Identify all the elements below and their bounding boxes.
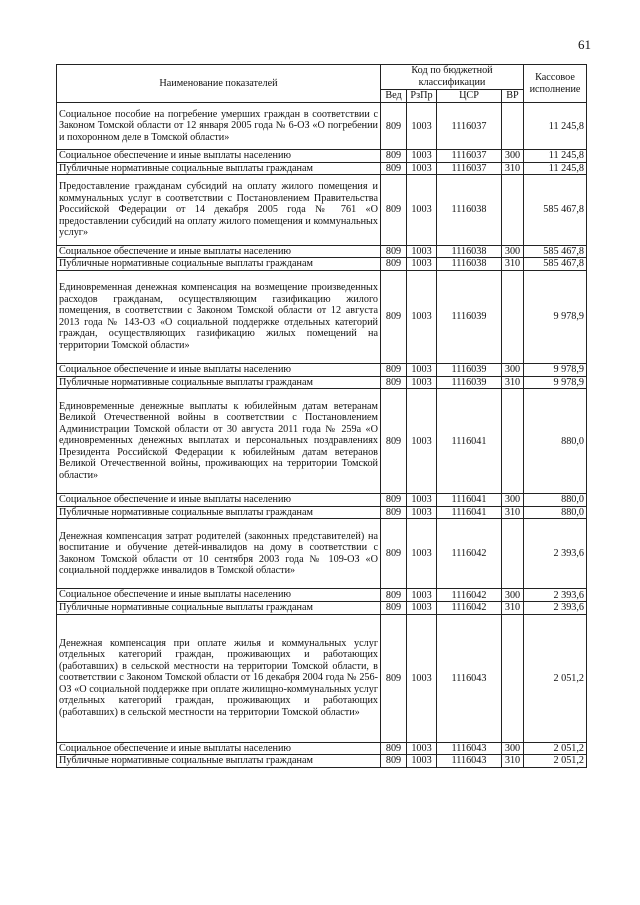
table-row [57, 364, 587, 377]
table-row [57, 602, 587, 615]
table-row [57, 519, 587, 589]
header-code-group: Код по бюджетной классификации [381, 65, 524, 90]
row-ved: 809 [381, 755, 407, 768]
table-row [57, 258, 587, 271]
header-vr: ВР [502, 90, 524, 103]
row-amount: 880,0 [524, 494, 587, 507]
row-amount: 9 978,9 [524, 270, 587, 363]
row-rzpr: 1003 [407, 162, 437, 175]
table-header [57, 65, 587, 103]
row-ved: 809 [381, 364, 407, 377]
row-csr: 1116042 [437, 589, 502, 602]
table-row [57, 506, 587, 519]
row-csr: 1116037 [437, 103, 502, 150]
row-name: Единовременные денежные выплаты к юбилейным датам ветеранам Великой Отечественной войны в соответствии с Постановлением Администрации Томской области от 30 августа 2011 года № 259а «О единовременных денежных выплатах и персональных поздравлениях Президента Российской Федерации к юбилейным датам ветеранов Великой Отечественной войны, проживающих на территории Томской области» [57, 389, 381, 494]
row-name: Денежная компенсация затрат родителей (законных представителей) на воспитание и обучение детей-инвалидов на дому в соответствии с Законом Томской области от 10 сентября 2003 года № 109-ОЗ «О социальной поддержке инвалидов в Томской области» [57, 519, 381, 589]
row-amount: 9 978,9 [524, 364, 587, 377]
row-rzpr: 1003 [407, 389, 437, 494]
row-ved: 809 [381, 162, 407, 175]
row-name: Публичные нормативные социальные выплаты гражданам [57, 376, 381, 389]
row-name: Социальное обеспечение и иные выплаты населению [57, 150, 381, 163]
row-csr: 1116039 [437, 364, 502, 377]
row-csr: 1116041 [437, 506, 502, 519]
row-name: Социальное обеспечение и иные выплаты населению [57, 364, 381, 377]
row-csr: 1116039 [437, 376, 502, 389]
row-amount: 880,0 [524, 389, 587, 494]
row-ved: 809 [381, 614, 407, 742]
row-name: Предоставление гражданам субсидий на оплату жилого помещения и коммунальных услуг в соответствии с Постановлением Правительства Российской Федерации от 14 декабря 2005 года № 761 «О предоставлении субсидий на оплату жилого помещения и коммунальных услуг» [57, 175, 381, 245]
table-row [57, 376, 587, 389]
table-row [57, 755, 587, 768]
page-number: 61 [578, 37, 591, 52]
row-rzpr: 1003 [407, 103, 437, 150]
row-rzpr: 1003 [407, 258, 437, 271]
row-amount: 585 467,8 [524, 258, 587, 271]
row-vr: 300 [502, 742, 524, 755]
row-rzpr: 1003 [407, 150, 437, 163]
header-amount: Кассовое исполнение [524, 65, 587, 103]
row-amount: 2 393,6 [524, 519, 587, 589]
row-ved: 809 [381, 270, 407, 363]
row-name: Публичные нормативные социальные выплаты гражданам [57, 162, 381, 175]
row-csr: 1116041 [437, 389, 502, 494]
row-csr: 1116043 [437, 742, 502, 755]
header-rzpr: РзПр [407, 90, 437, 103]
row-vr [502, 270, 524, 363]
row-amount: 2 051,2 [524, 755, 587, 768]
row-amount: 9 978,9 [524, 376, 587, 389]
row-rzpr: 1003 [407, 245, 437, 258]
row-name: Публичные нормативные социальные выплаты гражданам [57, 755, 381, 768]
table-row [57, 614, 587, 742]
row-rzpr: 1003 [407, 589, 437, 602]
row-name: Публичные нормативные социальные выплаты гражданам [57, 602, 381, 615]
row-vr [502, 175, 524, 245]
row-csr: 1116041 [437, 494, 502, 507]
row-amount: 585 467,8 [524, 245, 587, 258]
row-ved: 809 [381, 589, 407, 602]
row-amount: 880,0 [524, 506, 587, 519]
row-rzpr: 1003 [407, 376, 437, 389]
row-name: Социальное обеспечение и иные выплаты населению [57, 589, 381, 602]
table-row [57, 103, 587, 150]
row-ved: 809 [381, 519, 407, 589]
row-amount: 2 393,6 [524, 589, 587, 602]
row-rzpr: 1003 [407, 602, 437, 615]
row-vr [502, 103, 524, 150]
row-csr: 1116038 [437, 175, 502, 245]
row-vr: 310 [502, 755, 524, 768]
row-ved: 809 [381, 175, 407, 245]
row-vr: 300 [502, 589, 524, 602]
row-vr [502, 389, 524, 494]
row-csr: 1116043 [437, 755, 502, 768]
row-rzpr: 1003 [407, 175, 437, 245]
row-csr: 1116038 [437, 258, 502, 271]
table-row [57, 589, 587, 602]
row-amount: 2 051,2 [524, 742, 587, 755]
row-csr: 1116042 [437, 602, 502, 615]
row-vr: 300 [502, 150, 524, 163]
row-ved: 809 [381, 258, 407, 271]
row-ved: 809 [381, 602, 407, 615]
row-csr: 1116042 [437, 519, 502, 589]
row-ved: 809 [381, 389, 407, 494]
table-row [57, 270, 587, 363]
row-amount: 11 245,8 [524, 162, 587, 175]
row-vr: 300 [502, 245, 524, 258]
row-ved: 809 [381, 506, 407, 519]
row-rzpr: 1003 [407, 614, 437, 742]
row-rzpr: 1003 [407, 364, 437, 377]
table-row [57, 245, 587, 258]
table-row [57, 162, 587, 175]
row-name: Денежная компенсация при оплате жилья и коммунальных услуг отдельных категорий граждан, проживающих и работающих (работавших) в сельской местности на территории Томской области, в соответствии с Законом Томской области от 16 декабря 2004 года № 256-ОЗ «О социальной поддержке при оплате жилищно-коммунальных услуг отдельных категорий граждан, проживающих и работающих (работавших) в сельской местности на территории Томской области» [57, 614, 381, 742]
row-name: Социальное пособие на погребение умерших граждан в соответствии с Законом Томской области от 12 января 2005 года № 6-ОЗ «О погребении и похоронном деле в Томской области» [57, 103, 381, 150]
row-name: Социальное обеспечение и иные выплаты населению [57, 742, 381, 755]
row-rzpr: 1003 [407, 270, 437, 363]
table-row [57, 494, 587, 507]
row-vr: 310 [502, 258, 524, 271]
row-vr [502, 614, 524, 742]
row-amount: 11 245,8 [524, 150, 587, 163]
row-csr: 1116037 [437, 162, 502, 175]
row-ved: 809 [381, 103, 407, 150]
row-amount: 2 051,2 [524, 614, 587, 742]
row-name: Публичные нормативные социальные выплаты гражданам [57, 506, 381, 519]
row-amount: 11 245,8 [524, 103, 587, 150]
row-rzpr: 1003 [407, 494, 437, 507]
row-vr: 310 [502, 162, 524, 175]
table-body [57, 103, 587, 768]
row-csr: 1116039 [437, 270, 502, 363]
row-amount: 2 393,6 [524, 602, 587, 615]
row-name: Публичные нормативные социальные выплаты гражданам [57, 258, 381, 271]
row-vr: 310 [502, 602, 524, 615]
budget-table [56, 64, 587, 768]
row-rzpr: 1003 [407, 506, 437, 519]
row-vr: 300 [502, 364, 524, 377]
table-row [57, 175, 587, 245]
header-name: Наименование показателей [57, 65, 381, 103]
row-ved: 809 [381, 245, 407, 258]
row-csr: 1116038 [437, 245, 502, 258]
row-csr: 1116037 [437, 150, 502, 163]
row-csr: 1116043 [437, 614, 502, 742]
row-vr: 310 [502, 376, 524, 389]
row-vr [502, 519, 524, 589]
header-csr: ЦСР [437, 90, 502, 103]
row-amount: 585 467,8 [524, 175, 587, 245]
row-name: Социальное обеспечение и иные выплаты населению [57, 494, 381, 507]
row-name: Единовременная денежная компенсация на возмещение произведенных расходов гражданам, осуществляющим газификацию жилого помещения, в соответствии с Законом Томской области от 12 августа 2013 года № 143-ОЗ «О социальной поддержке отдельных категорий граждан, осуществляющих газификацию жилых помещений на территории Томской области» [57, 270, 381, 363]
row-ved: 809 [381, 150, 407, 163]
row-rzpr: 1003 [407, 755, 437, 768]
row-vr: 300 [502, 494, 524, 507]
header-ved: Вед [381, 90, 407, 103]
row-ved: 809 [381, 494, 407, 507]
row-rzpr: 1003 [407, 519, 437, 589]
table-row [57, 150, 587, 163]
table-row [57, 389, 587, 494]
row-ved: 809 [381, 742, 407, 755]
row-name: Социальное обеспечение и иные выплаты населению [57, 245, 381, 258]
row-rzpr: 1003 [407, 742, 437, 755]
table-row [57, 742, 587, 755]
row-ved: 809 [381, 376, 407, 389]
row-vr: 310 [502, 506, 524, 519]
